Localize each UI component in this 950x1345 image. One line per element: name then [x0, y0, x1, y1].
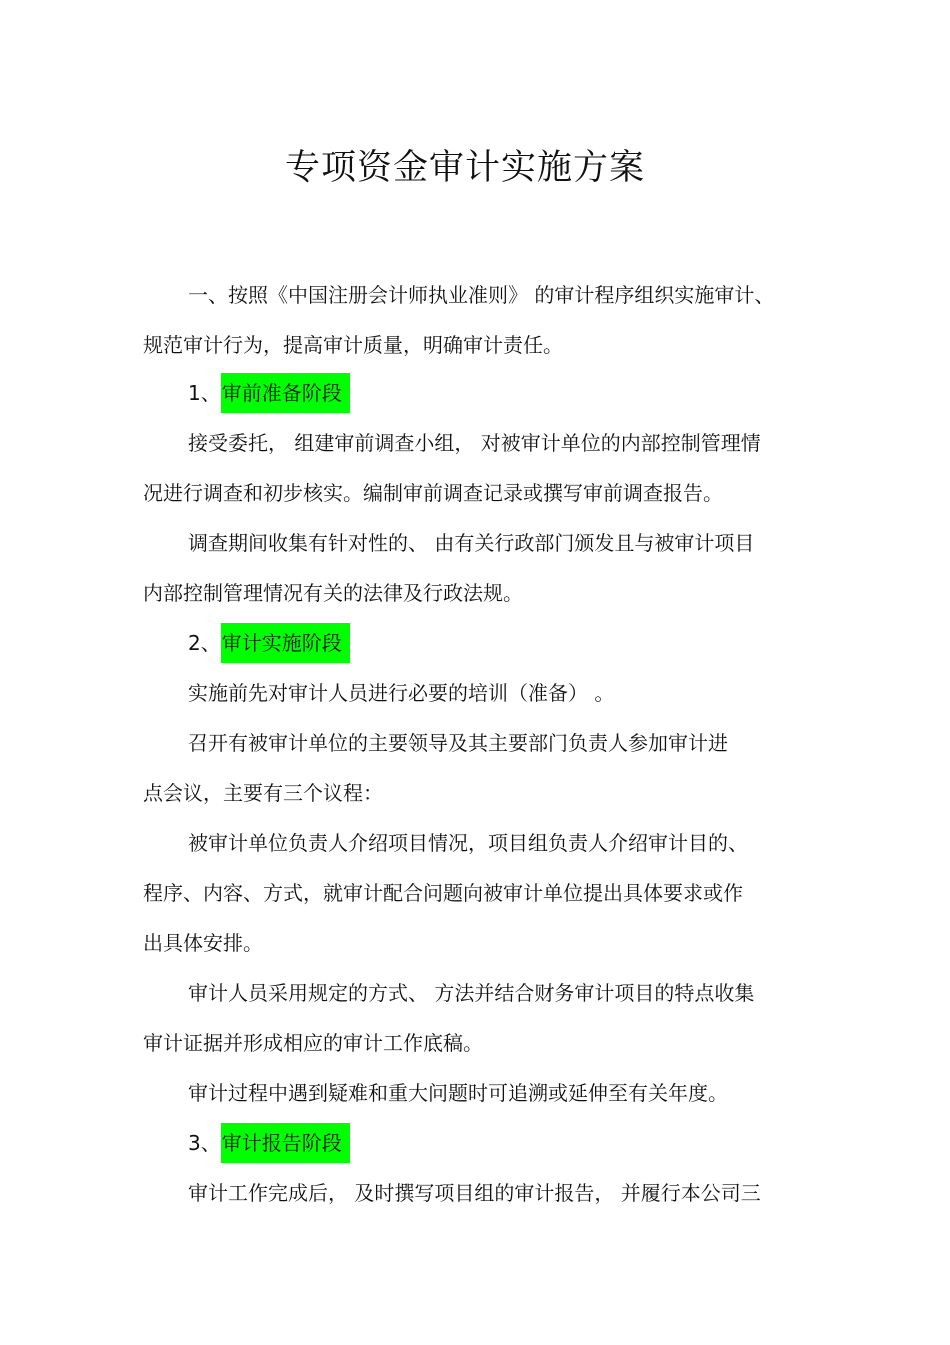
paragraph-2-line-1: 接受委托， 组建审前调查小组， 对被审计单位的内部控制管理情	[188, 431, 761, 455]
paragraph-3-line-2: 内部控制管理情况有关的法律及行政法规。	[143, 581, 523, 605]
section-2-title: 审计实施阶段	[221, 623, 350, 663]
paragraph-9-line-1: 审计工作完成后， 及时撰写项目组的审计报告， 并履行本公司三	[188, 1181, 761, 1205]
section-1-title: 审前准备阶段	[221, 373, 350, 413]
paragraph-2-line-2: 况进行调查和初步核实。编制审前调查记录或撰写审前调查报告。	[143, 481, 723, 505]
section-1-heading	[188, 378, 350, 408]
paragraph-5-line-1: 召开有被审计单位的主要领导及其主要部门负责人参加审计进	[188, 731, 728, 755]
section-1-number: 1、	[188, 381, 221, 405]
section-3-title: 审计报告阶段	[221, 1123, 350, 1163]
paragraph-6-line-3: 出具体安排。	[143, 931, 263, 955]
paragraph-7-line-2: 审计证据并形成相应的审计工作底稿。	[143, 1031, 483, 1055]
section-2-heading	[188, 628, 350, 658]
paragraph-6-line-1: 被审计单位负责人介绍项目情况，项目组负责人介绍审计目的、	[188, 831, 748, 855]
section-3-heading	[188, 1128, 350, 1158]
paragraph-6-line-2: 程序、内容、方式，就审计配合问题向被审计单位提出具体要求或作	[143, 881, 743, 905]
paragraph-3-line-1: 调查期间收集有针对性的、 由有关行政部门颁发且与被审计项目	[188, 531, 755, 555]
paragraph-1-line-2: 规范审计行为，提高审计质量，明确审计责任。	[143, 333, 563, 357]
section-2-number: 2、	[188, 631, 221, 655]
section-3-number: 3、	[188, 1131, 221, 1155]
paragraph-1-line-1: 一、按照《中国注册会计师执业准则》 的审计程序组织实施审计、	[188, 283, 775, 307]
paragraph-8-line-1: 审计过程中遇到疑难和重大问题时可追溯或延伸至有关年度。	[188, 1081, 728, 1105]
paragraph-7-line-1: 审计人员采用规定的方式、 方法并结合财务审计项目的特点收集	[188, 981, 755, 1005]
paragraph-4-line-1: 实施前先对审计人员进行必要的培训（准备） 。	[188, 681, 615, 705]
document-title: 专项资金审计实施方案	[284, 148, 645, 188]
paragraph-5-line-2: 点会议，主要有三个议程：	[143, 781, 383, 805]
